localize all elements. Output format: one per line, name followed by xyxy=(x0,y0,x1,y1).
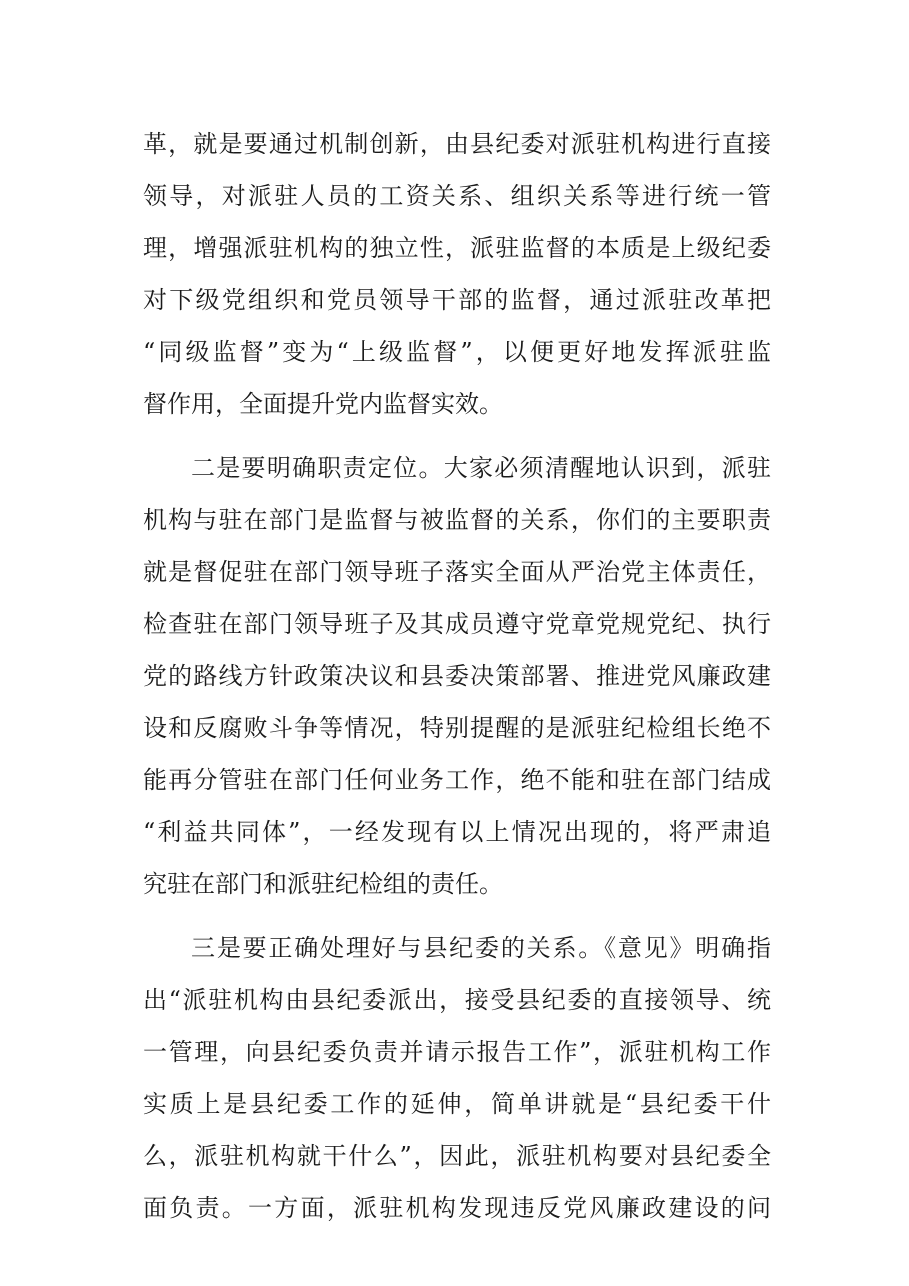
text-line: 究驻在部门和派驻纪检组的责任。 xyxy=(143,870,503,898)
paragraph-gap xyxy=(143,910,771,922)
text-line: 面负责。一方面，派驻机构发现违反党风廉政建设的问 xyxy=(143,1194,771,1222)
text-line: 理，增强派驻机构的独立性，派驻监督的本质是上级纪委 xyxy=(143,234,771,262)
text-line: 能再分管驻在部门任何业务工作，绝不能和驻在部门结成 xyxy=(143,766,771,794)
text-line: 实质上是县纪委工作的延伸，简单讲就是“县纪委干什 xyxy=(143,1090,771,1118)
text-line: “利益共同体”，一经发现有以上情况出现的，将严肃追 xyxy=(143,818,771,846)
text-line: 领导，对派驻人员的工资关系、组织关系等进行统一管 xyxy=(143,182,771,210)
paragraph-gap xyxy=(143,430,771,442)
text-line: 机构与驻在部门是监督与被监督的关系，你们的主要职责 xyxy=(143,506,771,534)
text-line: “同级监督”变为“上级监督”，以便更好地发挥派驻监 xyxy=(143,338,771,366)
text-line: 出“派驻机构由县纪委派出，接受县纪委的直接领导、统 xyxy=(143,986,771,1014)
text-line: 对下级党组织和党员领导干部的监督，通过派驻改革把 xyxy=(143,286,771,314)
paragraph-2 xyxy=(143,442,771,910)
text-line: 党的路线方针政策决议和县委决策部署、推进党风廉政建 xyxy=(143,662,771,690)
text-line: 三是要正确处理好与县纪委的关系。《意见》明确指 xyxy=(191,934,771,962)
text-line: 设和反腐败斗争等情况，特别提醒的是派驻纪检组长绝不 xyxy=(143,714,771,742)
text-line: 检查驻在部门领导班子及其成员遵守党章党规党纪、执行 xyxy=(143,610,771,638)
text-line: 革，就是要通过机制创新，由县纪委对派驻机构进行直接 xyxy=(143,130,771,158)
body-text xyxy=(143,118,771,1234)
text-line: 就是督促驻在部门领导班子落实全面从严治党主体责任， xyxy=(143,558,771,586)
text-line: 一管理，向县纪委负责并请示报告工作”，派驻机构工作 xyxy=(143,1038,771,1066)
text-line: 二是要明确职责定位。大家必须清醒地认识到，派驻 xyxy=(191,454,771,482)
text-line: 么，派驻机构就干什么”，因此，派驻机构要对县纪委全 xyxy=(143,1142,771,1170)
paragraph-3 xyxy=(143,922,771,1234)
paragraph-1 xyxy=(143,118,771,430)
text-line: 督作用，全面提升党内监督实效。 xyxy=(143,390,503,418)
